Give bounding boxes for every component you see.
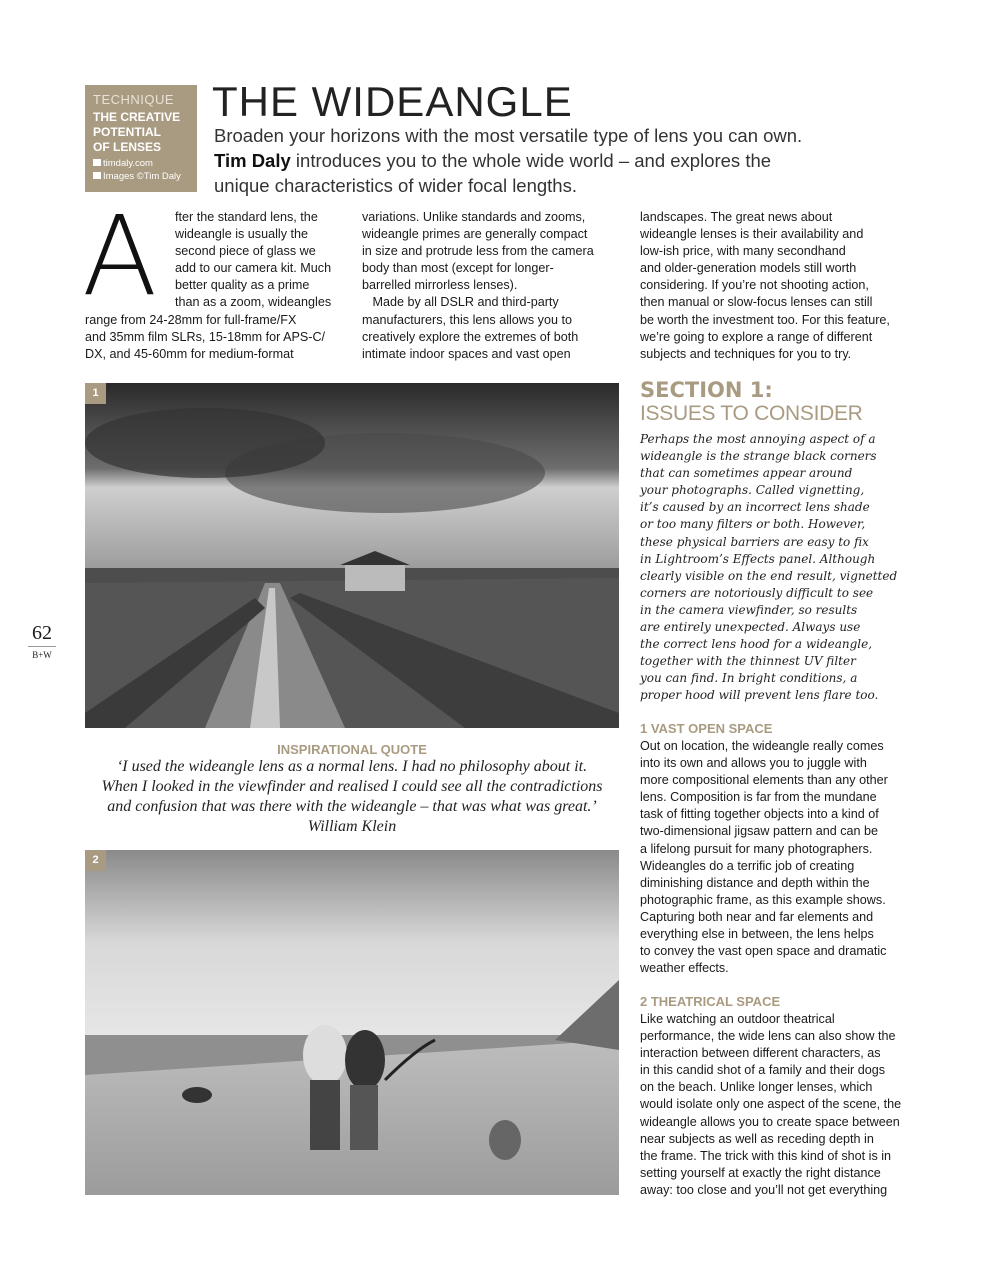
text-line: then manual or slow-focus lenses can still <box>640 295 873 310</box>
text-line: in this candid shot of a family and their dogs <box>640 1063 886 1078</box>
quote-author: William Klein <box>307 818 397 835</box>
text-line: lens. Composition is far from the mundane <box>640 790 877 805</box>
text-line: you can find. In bright conditions, a <box>640 671 858 686</box>
text-line: on the beach. Unlike longer lenses, which <box>640 1080 873 1095</box>
text-line: fter the standard lens, the <box>175 210 318 224</box>
text-line: Wideangles do a terrific job of creating <box>640 858 855 873</box>
text-line: performance, the wide lens can also show the <box>640 1029 896 1044</box>
text-line: wideangle primes are generally compact <box>362 227 588 242</box>
series-line: POTENTIAL <box>93 125 161 139</box>
photo-number: 1 <box>85 383 106 404</box>
text-line: or too many filters or both. However, <box>640 517 866 532</box>
text-line: the frame. The trick with this kind of shot is in <box>640 1148 892 1163</box>
text-line: a lifelong pursuit for many photographers. <box>640 841 873 856</box>
text-line: everything else in between, the lens helps <box>640 927 874 942</box>
photo-country-lane <box>85 383 619 728</box>
text-line: in Lightroom’s Effects panel. Although <box>640 551 876 566</box>
text-line: landscapes. The great news about <box>640 210 833 224</box>
photo-number: 2 <box>85 850 106 871</box>
standfirst-line: Broaden your horizons with the most versatile type of lens you can own. <box>214 125 803 146</box>
magazine-name: B+W <box>32 650 52 660</box>
website-link[interactable] <box>93 157 189 170</box>
text-line: than as a zoom, wideangles <box>175 295 332 310</box>
text-line: second piece of glass we <box>175 244 316 259</box>
arrow-box-icon <box>93 172 101 179</box>
series-line: THE CREATIVE <box>93 110 181 124</box>
text-line: range from 24-28mm for full-frame/FX <box>85 312 297 327</box>
quote-line: When I looked in the viewfinder and realised I could see all the contradictions <box>101 778 603 795</box>
text-line: the correct lens hood for a wideangle, <box>640 637 873 652</box>
text-line: in size and protrude less from the camera <box>362 244 594 259</box>
text-line: considering. If you’re not shooting action, <box>640 278 869 293</box>
text-line: near subjects as well as receding depth in <box>640 1131 874 1146</box>
subsection-heading: 2 THEATRICAL SPACE <box>640 994 781 1009</box>
text-line: your photographs. Called vignetting, <box>640 483 865 498</box>
text-line: weather effects. <box>640 961 729 976</box>
text-line: interaction between different characters, as <box>640 1046 881 1061</box>
drop-cap: A <box>82 192 158 320</box>
text-line: manufacturers, this lens allows you to <box>362 312 572 327</box>
beach-image <box>85 850 619 1195</box>
body-column-3 <box>640 209 905 363</box>
series-title <box>93 110 189 155</box>
landscape-image <box>85 383 619 728</box>
quote-line: and confusion that was there with the wideangle – that was what was great.’ <box>107 798 597 815</box>
text-line: task of fitting together objects into a kind of <box>640 807 879 822</box>
text-line: low-ish price, with many secondhand <box>640 244 846 259</box>
text-line: barrelled mirrorless lenses). <box>362 278 518 293</box>
text-line: Like watching an outdoor theatrical <box>640 1012 835 1026</box>
arrow-box-icon <box>93 159 101 166</box>
text-line: better quality as a prime <box>175 278 310 293</box>
inspirational-quote <box>70 742 634 837</box>
body-column-2 <box>362 209 622 363</box>
category-label: TECHNIQUE <box>93 92 175 107</box>
text-line: wideangle is the strange black corners <box>640 449 877 464</box>
page-title: THE WIDEANGLE <box>212 78 573 125</box>
text-line: are entirely unexpected. Always use <box>640 620 861 635</box>
text-line: wideangle allows you to create space between <box>640 1114 900 1129</box>
text-line: variations. Unlike standards and zooms, <box>362 210 586 224</box>
page-number: 62 <box>28 622 56 647</box>
section-heading: SECTION 1: <box>640 378 773 402</box>
text-line: Made by all DSLR and third-party <box>362 295 559 310</box>
text-line: proper hood will prevent lens flare too. <box>640 688 879 703</box>
quote-heading: INSPIRATIONAL QUOTE <box>277 742 427 757</box>
website-text: timdaly.com <box>103 158 153 169</box>
section-intro <box>640 431 910 705</box>
text-line: wideangle lenses is their availability and <box>640 227 864 242</box>
text-line: intimate indoor spaces and vast open <box>362 346 571 361</box>
text-line: together with the thinnest UV filter <box>640 654 856 669</box>
text-line: Capturing both near and far elements and <box>640 909 874 924</box>
series-line: OF LENSES <box>93 140 162 154</box>
credit <box>93 170 189 183</box>
section-1 <box>640 378 910 705</box>
text-line: setting yourself at exactly the right distance <box>640 1165 881 1180</box>
credit-text: Images ©Tim Daly <box>103 171 181 182</box>
text-line: photographic frame, as this example shows. <box>640 892 886 907</box>
section-subheading: ISSUES TO CONSIDER <box>640 402 863 425</box>
text-line: Out on location, the wideangle really comes <box>640 739 884 753</box>
text-line: Perhaps the most annoying aspect of a <box>640 432 876 446</box>
quote-line: ‘I used the wideangle lens as a normal lens. I had no philosophy about it. <box>116 758 588 775</box>
text-line: wideangle is usually the <box>175 227 309 242</box>
body-column-1 <box>85 209 345 363</box>
text-line: and 35mm film SLRs, 15-18mm for APS-C/ <box>85 329 326 344</box>
section-tag-box <box>85 85 197 192</box>
text-line: be worth the investment too. For this feature, <box>640 312 890 327</box>
text-line: clearly visible on the end result, vignetted <box>640 568 898 583</box>
author-name: Tim Daly <box>214 150 291 171</box>
text-line: it’s caused by an incorrect lens shade <box>640 500 870 515</box>
text-line: that can sometimes appear around <box>640 466 853 481</box>
text-line: would isolate only one aspect of the scene, the <box>640 1097 902 1112</box>
subsection-vast-open-space <box>640 720 910 977</box>
text-line: subjects and techniques for you to try. <box>640 346 852 361</box>
subsection-theatrical-space <box>640 993 910 1199</box>
subsection-heading: 1 VAST OPEN SPACE <box>640 721 773 736</box>
text-line: in the camera viewfinder, so results <box>640 602 858 617</box>
text-line: to convey the vast open space and dramatic <box>640 944 887 959</box>
text-line: away: too close and you’ll not get everything <box>640 1182 888 1197</box>
text-line: two-dimensional jigsaw pattern and can be <box>640 824 879 839</box>
photo-beach-family <box>85 850 619 1195</box>
text-line: corners are notoriously difficult to see <box>640 585 874 600</box>
text-line: diminishing distance and depth within the <box>640 875 870 890</box>
text-line: and older-generation models still worth <box>640 261 857 276</box>
folio <box>28 622 56 660</box>
text-line: body than most (except for longer- <box>362 261 554 276</box>
standfirst <box>214 123 894 198</box>
text-line: more compositional elements than any other <box>640 773 888 788</box>
text-line: DX, and 45-60mm for medium-format <box>85 346 294 361</box>
standfirst-line: introduces you to the whole wide world – and explores the <box>290 150 772 171</box>
text-line: we’re going to explore a range of different <box>640 329 873 344</box>
text-line: these physical barriers are easy to fix <box>640 534 869 549</box>
text-line: creatively explore the extremes of both <box>362 329 579 344</box>
text-line: add to our camera kit. Much <box>175 261 332 276</box>
standfirst-line: unique characteristics of wider focal lengths. <box>214 175 577 196</box>
text-line: into its own and allows you to juggle with <box>640 756 867 771</box>
